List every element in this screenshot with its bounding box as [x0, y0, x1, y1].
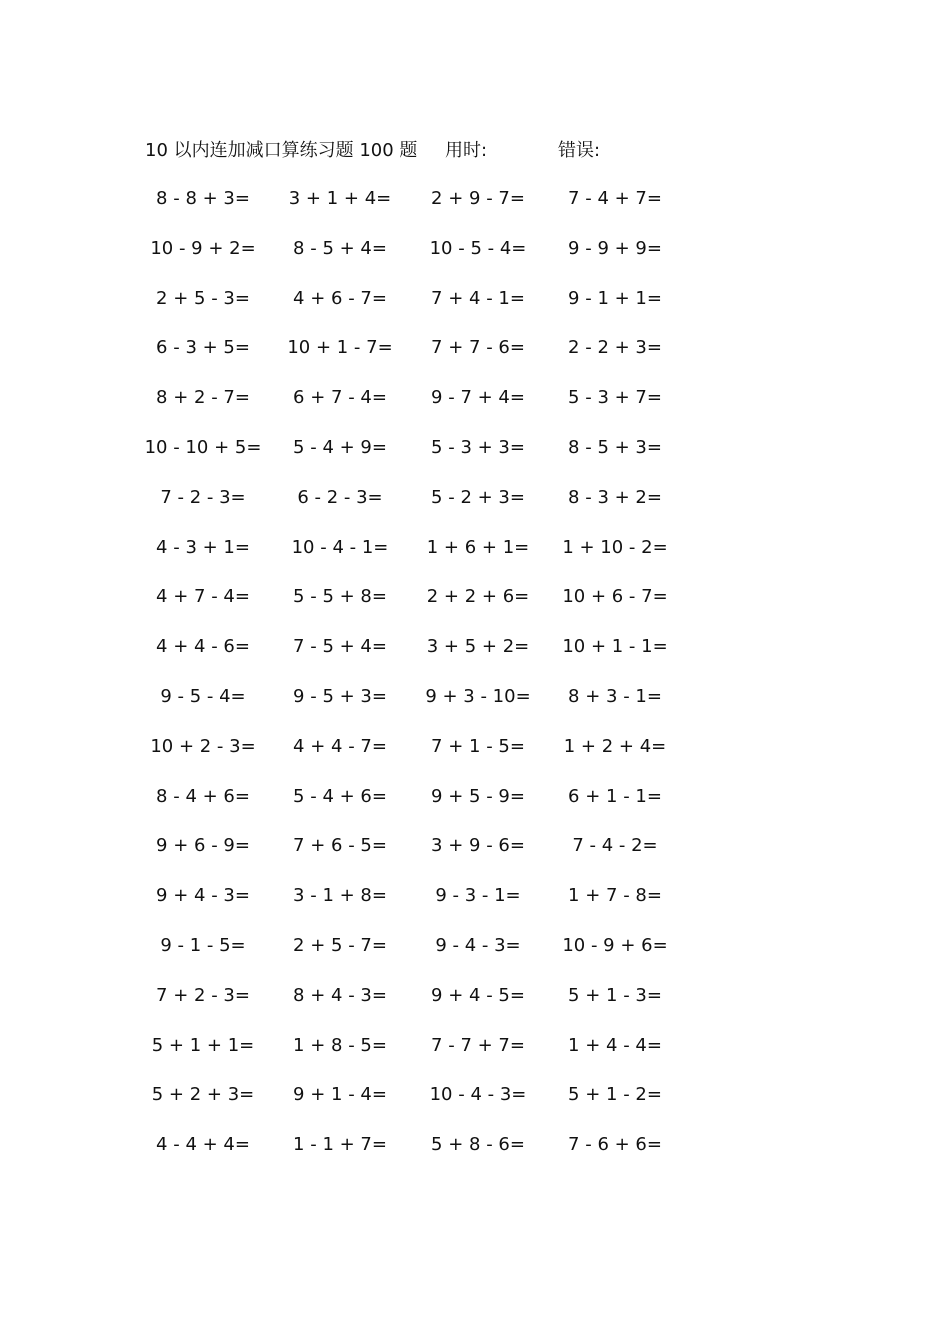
math-problem: 10 - 9 + 2= — [150, 237, 256, 259]
math-problem: 8 - 3 + 2= — [568, 486, 662, 508]
math-problem: 7 + 6 - 5= — [293, 835, 387, 857]
math-problem: 7 + 1 - 5= — [431, 735, 525, 757]
problem-row — [0, 236, 950, 286]
math-problem: 7 - 6 + 6= — [568, 1134, 662, 1156]
errors-label: 错误: — [558, 140, 601, 161]
math-problem: 9 - 1 + 1= — [568, 287, 662, 309]
problem-grid — [0, 186, 950, 1182]
math-problem: 9 + 6 - 9= — [156, 835, 250, 857]
math-problem: 2 + 2 + 6= — [426, 586, 530, 608]
math-problem: 8 + 2 - 7= — [156, 387, 250, 409]
math-problem: 6 - 2 - 3= — [297, 486, 383, 508]
math-problem: 9 + 4 - 3= — [156, 885, 250, 907]
math-problem: 7 - 2 - 3= — [160, 486, 246, 508]
worksheet-header — [0, 138, 950, 164]
math-problem: 3 + 5 + 2= — [426, 636, 530, 658]
math-problem: 6 - 3 + 5= — [156, 337, 250, 359]
worksheet-title: 10 以内连加减口算练习题 100 题 — [145, 140, 418, 161]
math-problem: 8 + 4 - 3= — [293, 984, 387, 1006]
math-problem: 5 - 3 + 7= — [568, 387, 662, 409]
math-problem: 4 + 4 - 7= — [293, 735, 387, 757]
math-problem: 8 - 5 + 4= — [293, 237, 387, 259]
math-problem: 3 - 1 + 8= — [293, 885, 387, 907]
problem-row — [0, 1033, 950, 1083]
math-problem: 4 - 4 + 4= — [156, 1134, 250, 1156]
problem-row — [0, 734, 950, 784]
math-problem: 10 - 4 - 1= — [291, 536, 389, 558]
problem-row — [0, 385, 950, 435]
math-problem: 10 - 10 + 5= — [144, 436, 262, 458]
math-problem: 1 + 4 - 4= — [568, 1034, 662, 1056]
math-problem: 5 - 2 + 3= — [431, 486, 525, 508]
math-problem: 7 + 4 - 1= — [431, 287, 525, 309]
math-problem: 3 + 9 - 6= — [431, 835, 525, 857]
math-problem: 10 - 5 - 4= — [429, 237, 527, 259]
math-problem: 5 - 4 + 6= — [293, 785, 387, 807]
math-problem: 9 - 5 + 3= — [293, 685, 387, 707]
time-used-label: 用时: — [445, 140, 488, 161]
math-problem: 10 + 1 - 1= — [562, 636, 668, 658]
problem-row — [0, 634, 950, 684]
problem-row — [0, 933, 950, 983]
math-problem: 2 + 9 - 7= — [431, 188, 525, 209]
math-problem: 5 + 1 - 2= — [568, 1084, 662, 1106]
problem-row — [0, 584, 950, 634]
problem-row — [0, 286, 950, 336]
problem-row — [0, 186, 950, 236]
math-problem: 2 + 5 - 7= — [293, 934, 387, 956]
problem-row — [0, 883, 950, 933]
math-problem: 7 + 2 - 3= — [156, 984, 250, 1006]
math-problem: 1 + 8 - 5= — [293, 1034, 387, 1056]
math-problem: 10 + 6 - 7= — [562, 586, 668, 608]
math-problem: 9 - 7 + 4= — [431, 387, 525, 409]
math-problem: 7 - 4 - 2= — [572, 835, 658, 857]
math-problem: 7 - 7 + 7= — [431, 1034, 525, 1056]
math-problem: 1 + 2 + 4= — [563, 735, 667, 757]
math-problem: 4 + 6 - 7= — [293, 287, 387, 309]
math-problem: 9 - 3 - 1= — [435, 885, 521, 907]
math-problem: 5 + 1 + 1= — [151, 1034, 255, 1056]
math-problem: 5 + 2 + 3= — [151, 1084, 255, 1106]
math-problem: 8 - 5 + 3= — [568, 436, 662, 458]
math-problem: 4 + 7 - 4= — [156, 586, 250, 608]
problem-row — [0, 1132, 950, 1182]
math-problem: 8 - 4 + 6= — [156, 785, 250, 807]
math-problem: 9 + 3 - 10= — [425, 685, 531, 707]
math-problem: 9 + 5 - 9= — [431, 785, 525, 807]
math-problem: 9 - 5 - 4= — [160, 685, 246, 707]
math-problem: 9 - 9 + 9= — [568, 237, 662, 259]
math-problem: 4 - 3 + 1= — [156, 536, 250, 558]
math-problem: 5 + 1 - 3= — [568, 984, 662, 1006]
math-problem: 1 + 10 - 2= — [562, 536, 668, 558]
math-problem: 2 - 2 + 3= — [568, 337, 662, 359]
math-problem: 9 + 1 - 4= — [293, 1084, 387, 1106]
math-problem: 4 + 4 - 6= — [156, 636, 250, 658]
problem-row — [0, 833, 950, 883]
math-problem: 7 + 7 - 6= — [431, 337, 525, 359]
math-problem: 10 + 1 - 7= — [287, 337, 393, 359]
math-problem: 6 + 7 - 4= — [293, 387, 387, 409]
math-problem: 5 - 5 + 8= — [293, 586, 387, 608]
math-problem: 5 + 8 - 6= — [431, 1134, 525, 1156]
problem-row — [0, 335, 950, 385]
math-problem: 5 - 3 + 3= — [431, 436, 525, 458]
math-problem: 1 + 7 - 8= — [568, 885, 662, 907]
math-problem: 8 - 8 + 3= — [156, 188, 250, 209]
problem-row — [0, 784, 950, 834]
problem-row — [0, 535, 950, 585]
math-problem: 9 + 4 - 5= — [431, 984, 525, 1006]
math-problem: 10 + 2 - 3= — [150, 735, 256, 757]
problem-row — [0, 485, 950, 535]
math-problem: 5 - 4 + 9= — [293, 436, 387, 458]
math-problem: 1 - 1 + 7= — [293, 1134, 387, 1156]
math-problem: 3 + 1 + 4= — [288, 188, 392, 209]
problem-row — [0, 1082, 950, 1132]
math-problem: 10 - 4 - 3= — [429, 1084, 527, 1106]
math-problem: 1 + 6 + 1= — [426, 536, 530, 558]
math-problem: 9 - 4 - 3= — [435, 934, 521, 956]
math-problem: 8 + 3 - 1= — [568, 685, 662, 707]
math-problem: 7 - 5 + 4= — [293, 636, 387, 658]
math-problem: 2 + 5 - 3= — [156, 287, 250, 309]
math-problem: 7 - 4 + 7= — [568, 188, 662, 209]
math-problem: 10 - 9 + 6= — [562, 934, 668, 956]
problem-row — [0, 684, 950, 734]
math-problem: 9 - 1 - 5= — [160, 934, 246, 956]
problem-row — [0, 435, 950, 485]
math-problem: 6 + 1 - 1= — [568, 785, 662, 807]
problem-row — [0, 983, 950, 1033]
